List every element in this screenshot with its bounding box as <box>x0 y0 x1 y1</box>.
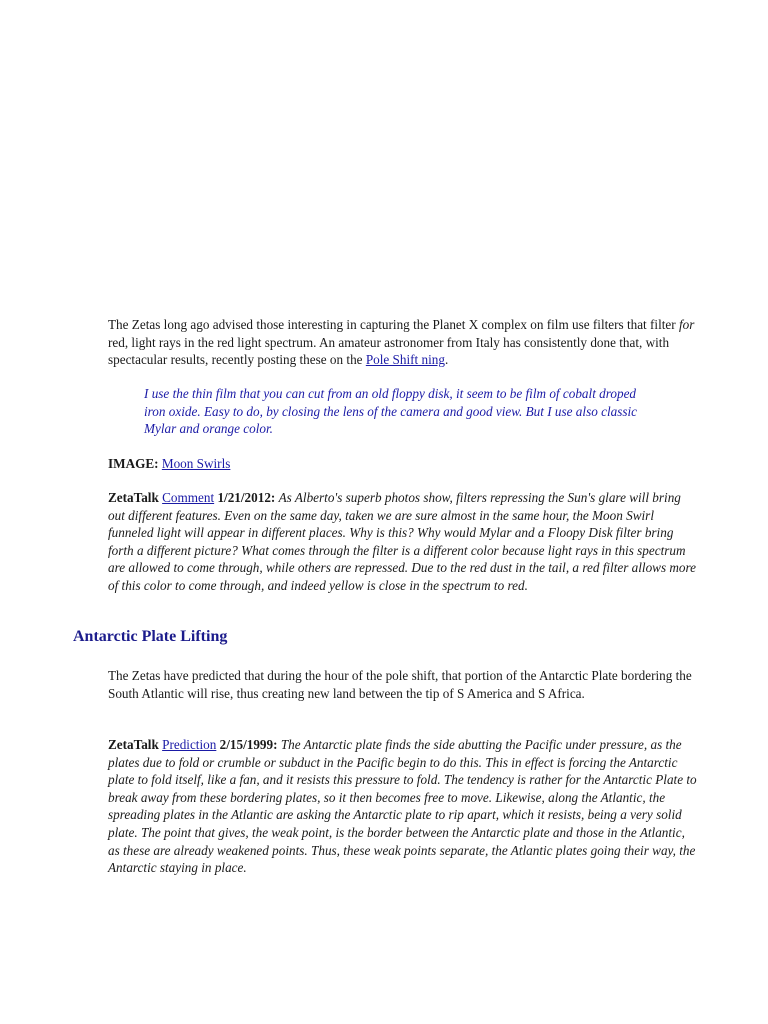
zetatalk-label: ZetaTalk <box>108 490 159 505</box>
zetatalk-prediction-paragraph <box>108 736 698 877</box>
comment-date: 1/21/2012: <box>217 490 276 505</box>
intro-text-start: The Zetas long ago advised those interesting in capturing the Planet X complex on film use filters that filter <box>108 317 679 332</box>
section-heading: Antarctic Plate Lifting <box>73 628 228 645</box>
comment-link[interactable]: Comment <box>162 490 215 505</box>
intro-paragraph <box>108 316 698 369</box>
image-label: IMAGE: <box>108 456 159 471</box>
astronomer-quote: I use the thin film that you can cut from an old floppy disk, it seem to be film of cobalt droped iron oxide. Easy to do, by closing the lens of the camera and good view. But I use also classic Mylar and orange color. <box>144 386 637 437</box>
intro-text-middle: red, light rays in the red light spectrum. An amateur astronomer from Italy has consistently done that, with spectacular results, recently posting these on the <box>108 334 670 368</box>
zetatalk-comment-paragraph <box>108 489 698 595</box>
intro-text-end: . <box>444 352 449 368</box>
moon-swirls-link[interactable]: Moon Swirls <box>161 456 231 471</box>
pole-shift-ning-link[interactable]: Pole Shift ning <box>365 352 445 368</box>
antarctic-intro-paragraph: The Zetas have predicted that during the hour of the pole shift, that portion of the Antarctic Plate bordering the South Atlantic will rise, thus creating new land between the tip of S America and S Africa. <box>108 668 692 701</box>
intro-emphasis: for <box>678 317 695 332</box>
prediction-date: 2/15/1999: <box>219 737 278 752</box>
image-line <box>108 455 698 473</box>
zetatalk-label: ZetaTalk <box>108 737 159 752</box>
comment-text: As Alberto's superb photos show, filters repressing the Sun's glare will bring out different features. Even on the same day, taken we are sure almost in the same hour, the Moon Swirl funneled light will appear in different places. Why is this? Why would Mylar and a Floopy Disk filter bring forth a different picture? What comes through the filter is a different color because light rays in this spectrum are allowed to come through, while others are repressed. Due to the red dust in the tail, a red filter allows more of this color to come through, and indeed yellow is close in the spectrum to red. <box>108 490 696 593</box>
prediction-text: The Antarctic plate finds the side abutting the Pacific under pressure, as the plates due to fold or crumble or subduct in the Pacific begin to do this. This in effect is forcing the Antarctic plate to fold itself, like a fan, and it resists this pressure to fold. The tendency is rather for the Antarctic Plate to break away from these bordering plates, so it then becomes free to move. Likewise, along the Atlantic, the spreading plates in the Atlantic are asking the Antarctic plate to rip apart, which it resists, being a very solid plate. The point that gives, the weak point, is the border between the Antarctic plate and those in the Atlantic, as these are already weakened points. Thus, these weak points separate, the Atlantic plates going their way, the Antarctic staying in place. <box>108 737 697 876</box>
prediction-link[interactable]: Prediction <box>162 737 217 752</box>
